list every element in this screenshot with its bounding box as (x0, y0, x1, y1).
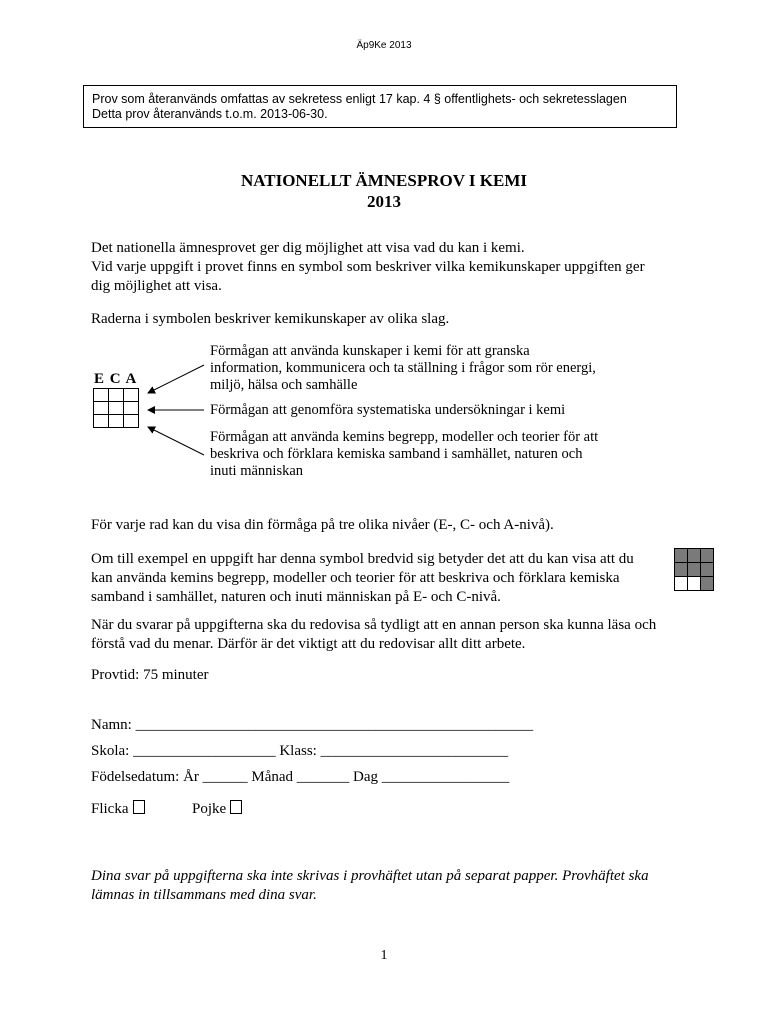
figure-row-1-text (210, 343, 596, 394)
rows-description: Raderna i symbolen beskriver kemikunskaper av olika slag. (91, 311, 450, 327)
figure-row-3-text (210, 429, 598, 480)
grid-cell (94, 389, 109, 402)
grid-cell-filled (701, 563, 714, 577)
row-1-line-2: information, kommunicera och ta ställning i frågor som rör energi, (210, 360, 596, 376)
boy-label: Pojke (192, 801, 227, 817)
title-year: 2013 (367, 192, 401, 211)
example-line-1: Om till exempel en uppgift har denna symbol bredvid sig betyder det att du kan visa att du (91, 551, 634, 567)
grid-cell (109, 402, 124, 415)
grid-cell (94, 402, 109, 415)
notice-line-2: Detta prov återanvänds t.o.m. 2013-06-30. (92, 107, 328, 121)
example-symbol-grid (674, 548, 714, 591)
intro-line-2: Vid varje uppgift i provet finns en symbol som beskriver vilka kemikunskaper uppgiften ger (91, 259, 645, 275)
figure-arrows (140, 355, 210, 465)
figure-row-2-text (210, 402, 565, 419)
grid-cell-filled (675, 563, 688, 577)
intro-paragraph (91, 239, 645, 296)
notice-line-1: Prov som återanvänds omfattas av sekretess enligt 17 kap. 4 § offentlighets- och sekretesslagen (92, 92, 627, 106)
boy-checkbox[interactable] (230, 800, 242, 814)
grid-cell-filled (701, 549, 714, 563)
intro-line-1: Det nationella ämnesprovet ger dig möjlighet att visa vad du kan i kemi. (91, 240, 525, 256)
row-3-line-1: Förmågan att använda kemins begrepp, modeller och teorier för att (210, 429, 599, 445)
footer-note-line-2: lämnas in tillsammans med dina svar. (91, 887, 317, 903)
name-field[interactable]: Namn: _____________________________________________________ (91, 717, 534, 733)
example-line-2: kan använda kemins begrepp, modeller och teorier för att beskriva och förklara kemiska (91, 570, 620, 586)
row-3-line-3: inuti människan (210, 463, 304, 479)
grid-cell-empty (675, 577, 688, 591)
answer-instructions (91, 616, 656, 654)
confidentiality-notice-box (83, 85, 677, 128)
grid-cell (109, 415, 124, 428)
example-line-3: samband i samhället, naturen och inuti människan på E- och C-nivå. (91, 589, 501, 605)
school-class-field[interactable]: Skola: ___________________ Klass: _________________________ (91, 743, 509, 759)
test-duration: Provtid: 75 minuter (91, 667, 209, 683)
grid-cell-filled (688, 563, 701, 577)
row-2-line-1: Förmågan att genomföra systematiska undersökningar i kemi (210, 402, 566, 418)
birthdate-field[interactable]: Födelsedatum: År ______ Månad _______ Dag _________________ (91, 769, 510, 785)
page-number: 1 (380, 948, 388, 963)
row-1-line-1: Förmågan att använda kunskaper i kemi för att granska (210, 343, 530, 359)
grid-cell (124, 415, 139, 428)
grid-cell-filled (701, 577, 714, 591)
grid-cell (94, 415, 109, 428)
grid-cell-filled (688, 549, 701, 563)
row-3-line-2: beskriva och förklara kemiska samband i samhället, naturen och (210, 446, 583, 462)
eca-symbol-grid (93, 388, 139, 428)
row-1-line-3: miljö, hälsa och samhälle (210, 377, 358, 393)
grid-cell-empty (688, 577, 701, 591)
grid-cell (124, 402, 139, 415)
arrow-to-row-3 (148, 427, 204, 455)
grid-cell-filled (675, 549, 688, 563)
arrow-to-row-1 (148, 365, 204, 393)
title-line-1: NATIONELLT ÄMNESPROV I KEMI (240, 171, 528, 190)
example-paragraph (91, 550, 634, 607)
answer-line-2: förstå vad du menar. Därför är det viktigt att du redovisar allt ditt arbete. (91, 636, 526, 652)
eca-label: E C A (94, 371, 138, 387)
page-title (0, 170, 768, 212)
grid-cell (109, 389, 124, 402)
gender-options (91, 800, 242, 819)
grid-cell (124, 389, 139, 402)
girl-checkbox[interactable] (133, 800, 145, 814)
page-header-code: Äp9Ke 2013 (356, 40, 412, 51)
girl-label: Flicka (91, 801, 129, 817)
footer-note-line-1: Dina svar på uppgifterna ska inte skrivas i provhäftet utan på separat papper. Provhäftet ska (91, 868, 649, 884)
footer-note (91, 867, 649, 905)
answer-line-1: När du svarar på uppgifterna ska du redovisa så tydligt att en annan person ska kunna läsa och (91, 617, 657, 633)
levels-paragraph: För varje rad kan du visa din förmåga på tre olika nivåer (E-, C- och A-nivå). (91, 517, 554, 533)
intro-line-3: dig möjlighet att visa. (91, 278, 222, 294)
